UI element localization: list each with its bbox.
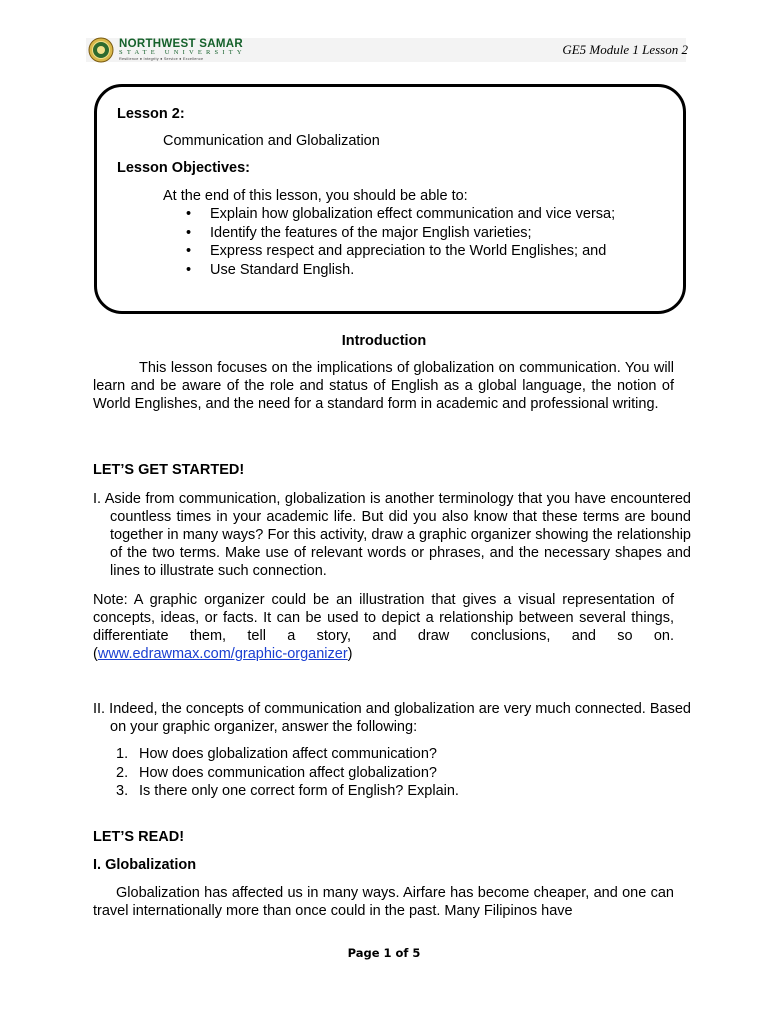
globalization-text: Globalization has affected us in many ways. Airfare has become cheaper, and one can travel internationally more than once could in the past. Many Filipinos have (93, 885, 674, 919)
module-label: GE5 Module 1 Lesson 2 (562, 42, 688, 57)
globalization-subheading: I. Globalization (93, 857, 197, 873)
lets-get-started-heading: LET’S GET STARTED! (93, 462, 245, 478)
list-item: • Express respect and appreciation to the World Englishes; and (186, 243, 607, 259)
list-item: 2. How does communication affect globalization? (116, 764, 437, 781)
activity-item-1: I. Aside from communication, globalization is another terminology that you have encountered countless times in your academic life. But did you also know that these terms are bound together in many ways? For this activity, draw a graphic organizer showing the relationship of the two terms. Make use of relevant words or phrases, and the necessary shapes and lines to illustrate such connection. (93, 491, 691, 579)
page-number: Page 1 of 5 (347, 946, 421, 960)
note-block: Note: A graphic organizer could be an illustration that gives a visual representation of concepts, ideas, or facts. It can be used to depict a relationship between several things, differentiate them, tell a story, and draw conclusions, and so on. (www.edrawmax.com/graphic-organizer) (93, 592, 674, 662)
bullet-icon: • (186, 224, 192, 241)
bullet-icon: • (186, 243, 192, 259)
objectives-list (186, 206, 615, 280)
university-seal-icon (88, 37, 114, 63)
questions-list (116, 746, 459, 802)
introduction-text: This lesson focuses on the implications of globalization on communication. You will learn and be aware of the role and status of English as a global language, the notion of World Englishes, and the need for a standard form in academic and professional writing. (93, 360, 674, 412)
graphic-organizer-link[interactable]: www.edrawmax.com/graphic-organizer (97, 646, 348, 662)
introduction-heading: Introduction (341, 333, 427, 349)
lets-read-heading: LET’S READ! (93, 829, 185, 845)
lesson-label: Lesson 2: (117, 106, 185, 122)
list-item: • Identify the features of the major English varieties; (186, 224, 532, 241)
lesson-title: Communication and Globalization (163, 133, 380, 149)
note-text: Note: A graphic organizer could be an illustration that gives a visual representation of concepts, ideas, or facts. It can be used to depict a relationship between several things, differentiate them, tell a story, and draw conclusions, and so on. (93, 592, 674, 644)
university-sub: STATE UNIVERSITY (119, 49, 246, 56)
list-item: • Explain how globalization effect communication and vice versa; (186, 206, 616, 222)
objectives-intro: At the end of this lesson, you should be able to: (163, 188, 468, 204)
activity-item-2: II. Indeed, the concepts of communication and globalization are very much connected. Based on your graphic organizer, answer the following: (93, 701, 691, 735)
bullet-icon: • (186, 206, 192, 222)
bullet-icon: • (186, 261, 192, 278)
list-item: • Use Standard English. (186, 261, 355, 278)
objectives-heading: Lesson Objectives: (117, 160, 250, 176)
list-item: 1. How does globalization affect communication? (116, 746, 437, 762)
university-name: NORTHWEST SAMAR (119, 38, 243, 50)
list-item: 3. Is there only one correct form of English? Explain. (116, 783, 459, 799)
university-tagline: Resilience ● Integrity ● Service ● Excellence (119, 57, 204, 61)
